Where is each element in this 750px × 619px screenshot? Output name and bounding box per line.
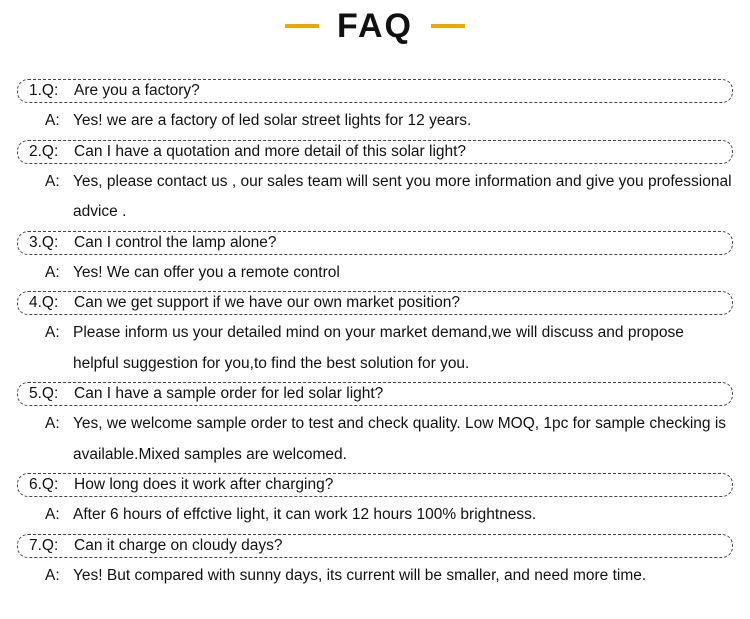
- faq-question-6: [17, 473, 733, 497]
- question-text: Can I control the lamp alone?: [74, 233, 277, 251]
- question-text: Can I have a quotation and more detail of this solar light?: [74, 142, 467, 160]
- answer-marker: A:: [45, 566, 60, 584]
- answer-marker: A:: [45, 324, 60, 341]
- page-title: FAQ: [337, 6, 413, 45]
- answer-marker: A:: [45, 415, 60, 432]
- answer-text: Please inform us your detailed mind on your market demand,we will discuss and propose helpful suggestion for you,to find the best solution for you.: [73, 324, 684, 372]
- question-text: Can we get support if we have our own market position?: [74, 294, 460, 311]
- faq-question-4: [17, 291, 733, 315]
- answer-marker: A:: [45, 506, 60, 523]
- question-number: 6.Q:: [29, 476, 59, 493]
- answer-text: Yes, please contact us , our sales team will sent you more information and give you professional advice .: [73, 172, 732, 220]
- answer-text: Yes! we are a factory of led solar street lights for 12 years.: [73, 112, 472, 129]
- question-number: 1.Q:: [29, 82, 59, 99]
- faq-answer-5: [0, 409, 750, 470]
- question-text: Can it charge on cloudy days?: [74, 536, 283, 554]
- faq-answer-4: [0, 318, 750, 379]
- answer-marker: A:: [45, 263, 60, 281]
- answer-text: Yes, we welcome sample order to test and check quality. Low MOQ, 1pc for sample checking is available.Mixed samples are welcomed.: [73, 415, 727, 463]
- question-number: 5.Q:: [29, 385, 59, 402]
- right-accent-line: [431, 24, 465, 28]
- faq-question-1: [17, 79, 733, 103]
- question-text: Are you a factory?: [74, 82, 200, 99]
- faq-answer-2: [0, 167, 750, 228]
- answer-marker: A:: [45, 172, 60, 190]
- question-number: 7.Q:: [29, 536, 59, 554]
- faq-question-3: [17, 231, 733, 255]
- question-text: How long does it work after charging?: [74, 476, 334, 493]
- faq-question-2: [17, 140, 733, 164]
- faq-question-7: [17, 534, 733, 558]
- faq-answer-1: [0, 106, 750, 137]
- faq-answer-7: [0, 561, 750, 592]
- answer-text: After 6 hours of effctive light, it can work 12 hours 100% brightness.: [73, 506, 537, 523]
- faq-list: [0, 76, 750, 591]
- answer-text: Yes! We can offer you a remote control: [73, 263, 340, 281]
- faq-answer-3: [0, 258, 750, 289]
- question-number: 4.Q:: [29, 294, 59, 311]
- left-accent-line: [285, 24, 319, 28]
- faq-header: [0, 6, 750, 46]
- question-number: 2.Q:: [29, 142, 59, 160]
- faq-answer-6: [0, 500, 750, 531]
- answer-marker: A:: [45, 112, 60, 129]
- answer-text: Yes! But compared with sunny days, its current will be smaller, and need more time.: [73, 566, 647, 584]
- question-text: Can I have a sample order for led solar light?: [74, 385, 384, 402]
- faq-question-5: [17, 382, 733, 406]
- question-number: 3.Q:: [29, 233, 59, 251]
